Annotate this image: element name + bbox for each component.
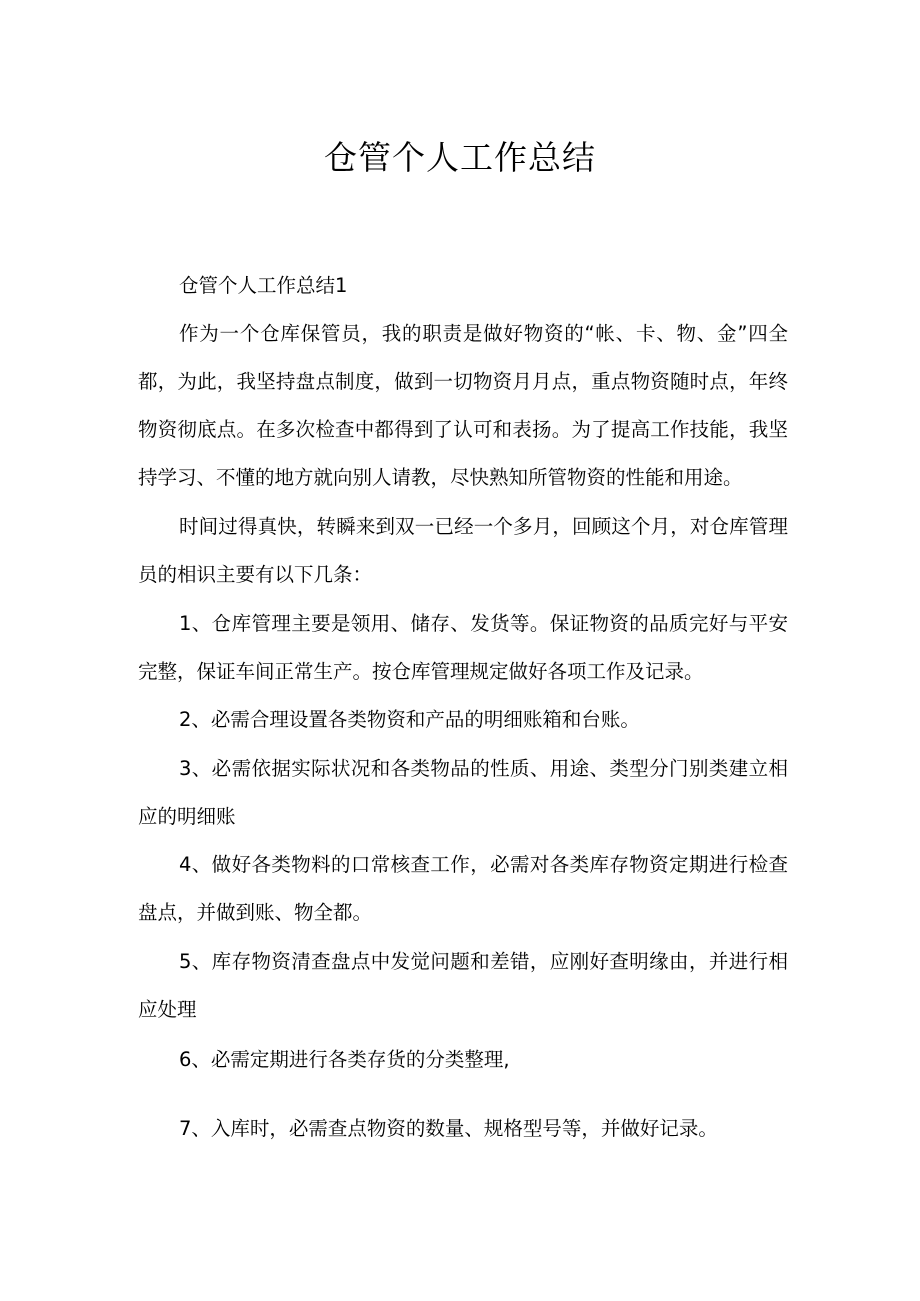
paragraph-review: 时间过得真快，转瞬来到双一已经一个多月，回顾这个月，对仓库管理员的相识主要有以下几条：: [138, 515, 788, 586]
list-item-6: 6、必需定期进行各类存货的分类整理,: [179, 1048, 510, 1071]
list-item-4: 4、做好各类物料的口常核查工作，必需对各类库存物资定期进行检查盘点，并做到账、物全都。: [138, 853, 788, 924]
section-heading: 仓管个人工作总结1: [179, 274, 348, 297]
list-item-3: 3、必需依据实际状况和各类物品的性质、用途、类型分门别类建立相应的明细账: [138, 757, 788, 828]
list-item-5: 5、库存物资清查盘点中发觉问题和差错，应刚好查明缘由，并进行相应处理: [138, 950, 788, 1021]
list-item-1: 1、仓库管理主要是领用、储存、发货等。保证物资的品质完好与平安完整，保证车间正常生产。按仓库管理规定做好各项工作及记录。: [138, 612, 788, 683]
paragraph-duties: 作为一个仓库保管员，我的职责是做好物资的“帐、卡、物、金”四全都，为此，我坚持盘点制度，做到一切物资月月点，重点物资随时点，年终物资彻底点。在多次检查中都得到了认可和表扬。为了提高工作技能，我坚持学习、不懂的地方就向别人请教，尽快熟知所管物资的性能和用途。: [138, 322, 788, 489]
document-title: 仓管个人工作总结: [324, 138, 596, 177]
list-item-7: 7、入库时，必需查点物资的数量、规格型号等，并做好记录。: [179, 1117, 718, 1140]
list-item-2: 2、必需合理设置各类物资和产品的明细账箱和台账。: [179, 708, 640, 731]
